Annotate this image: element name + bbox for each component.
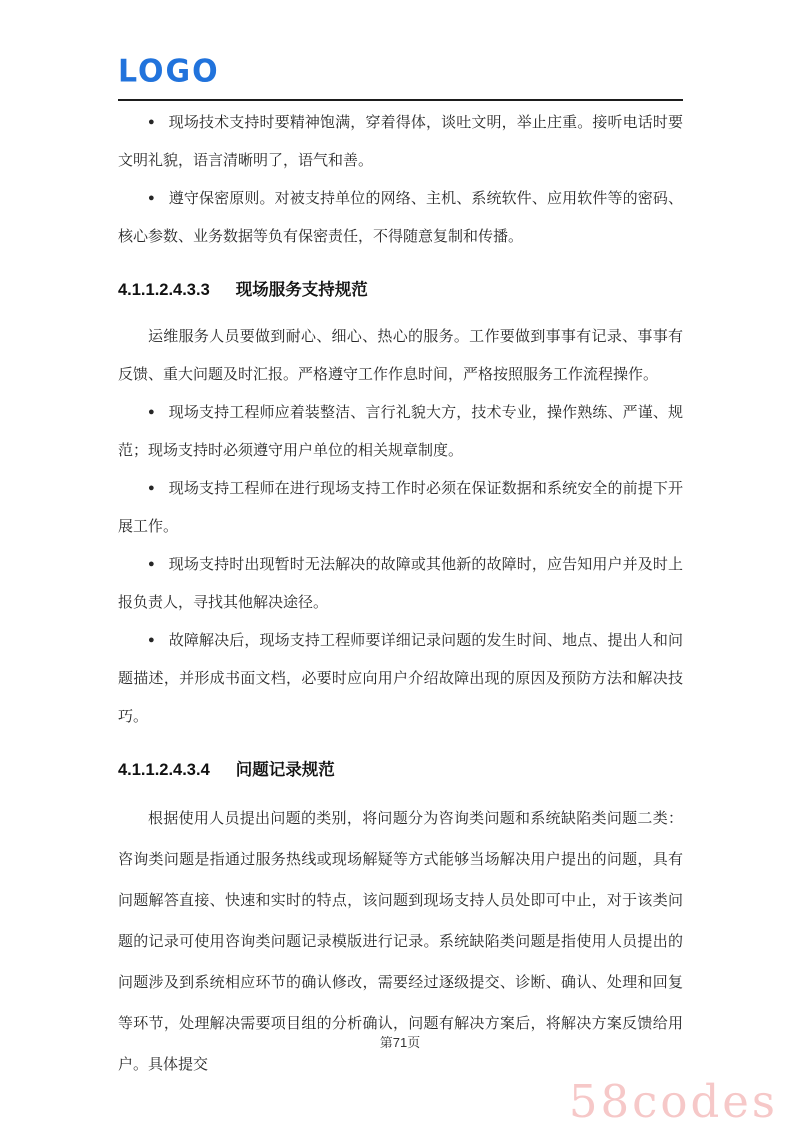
bullet-text: 现场技术支持时要精神饱满，穿着得体，谈吐文明，举止庄重。接听电话时要文明礼貌，语言清晰明了，语气和善。 bbox=[118, 114, 683, 169]
bullet-text: 遵守保密原则。对被支持单位的网络、主机、系统软件、应用软件等的密码、核心参数、业务数据等负有保密责任，不得随意复制和传播。 bbox=[118, 190, 683, 245]
bullet-text: 故障解决后，现场支持工程师要详细记录问题的发生时间、地点、提出人和问题描述，并形成书面文档，必要时应向用户介绍故障出现的原因及预防方法和解决技巧。 bbox=[118, 632, 683, 725]
bullet-text: 现场支持工程师在进行现场支持工作时必须在保证数据和系统安全的前提下开展工作。 bbox=[118, 480, 683, 535]
header-divider bbox=[118, 99, 683, 101]
paragraph: 根据使用人员提出问题的类别，将问题分为咨询类问题和系统缺陷类问题二类：咨询类问题是指通过服务热线或现场解疑等方式能够当场解决用户提出的问题，具有问题解答直接、快速和实时的特点，该问题到现场支持人员处即可中止，对于该类问题的记录可使用咨询类问题记录模版进行记录。系统缺陷类问题是指使用人员提出的问题涉及到系统相应环节的确认修改，需要经过逐级提交、诊断、确认、处理和回复等环节，处理解决需要项目组的分析确认，问题有解决方案后，将解决方案反馈给用户。具体提交 bbox=[118, 810, 683, 1073]
section-title: 问题记录规范 bbox=[235, 761, 335, 779]
section-title: 现场服务支持规范 bbox=[235, 281, 368, 299]
bullet-icon: ● bbox=[148, 634, 155, 646]
bullet-icon: ● bbox=[148, 406, 155, 418]
bullet-item bbox=[118, 104, 683, 180]
bullet-item bbox=[118, 394, 683, 470]
bullet-item bbox=[118, 470, 683, 546]
bullet-icon: ● bbox=[148, 482, 155, 494]
page-header bbox=[118, 54, 683, 101]
section-heading bbox=[118, 751, 683, 789]
section-number: 4.1.1.2.4.3.4 bbox=[118, 761, 210, 779]
bullet-item bbox=[118, 622, 683, 736]
bullet-text: 现场支持工程师应着装整洁、言行礼貌大方，技术专业，操作熟练、严谨、规范；现场支持时必须遵守用户单位的相关规章制度。 bbox=[118, 404, 683, 459]
bullet-icon: ● bbox=[148, 192, 155, 204]
bullet-item bbox=[118, 180, 683, 256]
bullet-text: 现场支持时出现暂时无法解决的故障或其他新的故障时，应告知用户并及时上报负责人，寻找其他解决途径。 bbox=[118, 556, 683, 611]
page-number: 第71页 bbox=[379, 1035, 421, 1050]
bullet-icon: ● bbox=[148, 116, 155, 128]
watermark: 58codes bbox=[568, 1075, 778, 1128]
paragraph: 运维服务人员要做到耐心、细心、热心的服务。工作要做到事事有记录、事事有反馈、重大问题及时汇报。严格遵守工作作息时间，严格按照服务工作流程操作。 bbox=[118, 328, 683, 383]
section-heading bbox=[118, 271, 683, 309]
bullet-icon: ● bbox=[148, 558, 155, 570]
section-number: 4.1.1.2.4.3.3 bbox=[118, 281, 210, 299]
document-body bbox=[118, 104, 683, 1085]
bullet-item bbox=[118, 546, 683, 622]
company-logo: LOGO bbox=[118, 52, 220, 90]
